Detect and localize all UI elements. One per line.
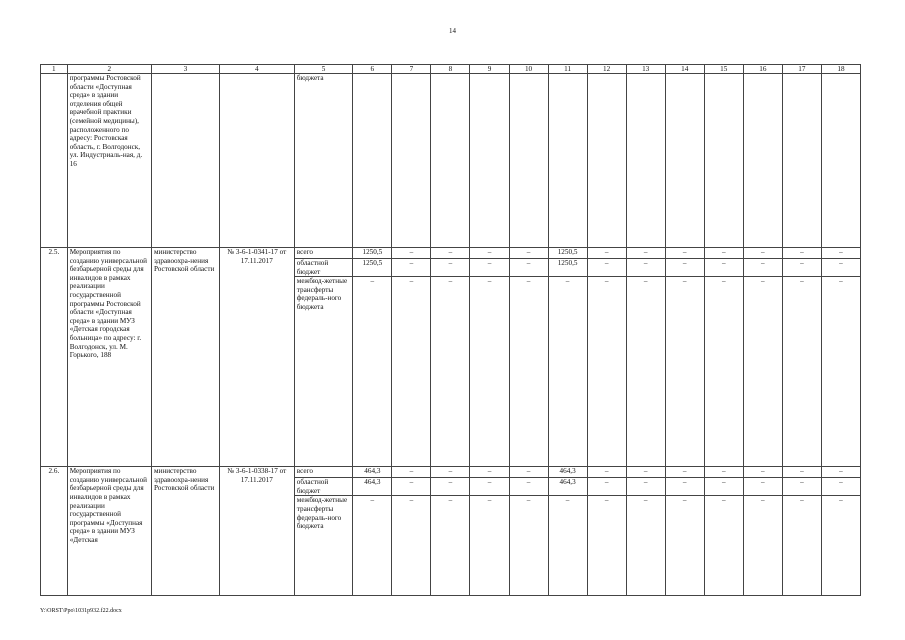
cell-col-14: – bbox=[665, 248, 704, 259]
cell-col-15: – bbox=[704, 259, 743, 277]
cell-num: 2.5. bbox=[41, 248, 68, 467]
cell-col-8: – bbox=[431, 277, 470, 467]
cell-col-12: – bbox=[587, 259, 626, 277]
cell-col-14: – bbox=[665, 259, 704, 277]
cell-source: межбюд-жетные трансферты федераль-ного бюджета bbox=[294, 277, 353, 467]
cell-col-17: – bbox=[782, 478, 821, 496]
cell-num bbox=[41, 74, 68, 248]
cell-col-17: – bbox=[782, 277, 821, 467]
cell-col-16: – bbox=[743, 277, 782, 467]
column-header-14: 14 bbox=[665, 65, 704, 74]
cell-org: министерство здравоохра-нения Ростовской области bbox=[151, 248, 219, 467]
cell-col-10: – bbox=[509, 496, 548, 596]
cell-col-9: – bbox=[470, 277, 509, 467]
cell-col-12: – bbox=[587, 467, 626, 478]
cell-col-10: – bbox=[509, 467, 548, 478]
cell-col-9: – bbox=[470, 496, 509, 596]
footer-file-path: Y:\ORST\Ppo\1031p932.f22.docx bbox=[40, 608, 122, 614]
cell-source: областной бюджет bbox=[294, 478, 353, 496]
cell-col-10: – bbox=[509, 277, 548, 467]
column-header-8: 8 bbox=[431, 65, 470, 74]
cell-col-11: 1250,5 bbox=[548, 248, 587, 259]
cell-col-7: – bbox=[392, 259, 431, 277]
cell-name: Мероприятия по созданию универсальной безбарьерной среды для инвалидов в рамках реализации государственной программы «Доступная среда» в здании МУЗ «Детская bbox=[67, 467, 151, 596]
cell-col-12: – bbox=[587, 496, 626, 596]
column-header-2: 2 bbox=[67, 65, 151, 74]
cell-col-11: 464,3 bbox=[548, 478, 587, 496]
column-header-3: 3 bbox=[151, 65, 219, 74]
cell-col-14: – bbox=[665, 467, 704, 478]
cell-col-13: – bbox=[626, 259, 665, 277]
column-header-4: 4 bbox=[219, 65, 294, 74]
cell-col-7: – bbox=[392, 467, 431, 478]
cell-source: бюджета bbox=[294, 74, 353, 248]
cell-col-14: – bbox=[665, 478, 704, 496]
cell-col-13: – bbox=[626, 248, 665, 259]
cell-col-14: – bbox=[665, 496, 704, 596]
column-header-13: 13 bbox=[626, 65, 665, 74]
cell-col-8: – bbox=[431, 259, 470, 277]
table-row-continuation bbox=[41, 74, 861, 248]
cell-col-12: – bbox=[587, 277, 626, 467]
cell-col-18: – bbox=[821, 259, 860, 277]
cell-col-9: – bbox=[470, 478, 509, 496]
cell-col-17: – bbox=[782, 496, 821, 596]
cell-col-8: – bbox=[431, 496, 470, 596]
column-header-18: 18 bbox=[821, 65, 860, 74]
cell-col-15: – bbox=[704, 496, 743, 596]
cell-col-7: – bbox=[392, 496, 431, 596]
cell-col-6: 464,3 bbox=[353, 467, 392, 478]
column-number-row bbox=[41, 65, 861, 74]
cell-org: министерство здравоохра-нения Ростовской области bbox=[151, 467, 219, 596]
cell-col-11: – bbox=[548, 496, 587, 596]
cell-col-13: – bbox=[626, 478, 665, 496]
cell-org bbox=[151, 74, 219, 248]
cell-doc: № 3-6-1-0338-17 от 17.11.2017 bbox=[219, 467, 294, 596]
column-header-15: 15 bbox=[704, 65, 743, 74]
cell-col-11: – bbox=[548, 277, 587, 467]
cell-col-6: – bbox=[353, 277, 392, 467]
cell-name: Мероприятия по созданию универсальной безбарьерной среды для инвалидов в рамках реализации государственной программы Ростовской области «Доступная среда» в здании МУЗ «Детская городская больница» по адресу: г. Волгодонск, ул. М. Горького, 188 bbox=[67, 248, 151, 467]
cell-num: 2.6. bbox=[41, 467, 68, 596]
page-number: 14 bbox=[449, 27, 456, 35]
cell-col-17: – bbox=[782, 259, 821, 277]
cell-col-8: – bbox=[431, 478, 470, 496]
column-header-6: 6 bbox=[353, 65, 392, 74]
cell-col-7: – bbox=[392, 277, 431, 467]
cell-col-11: 464,3 bbox=[548, 467, 587, 478]
cell-col-16: – bbox=[743, 467, 782, 478]
cell-col-9: – bbox=[470, 467, 509, 478]
cell-col-13: – bbox=[626, 277, 665, 467]
cell-source: межбюд-жетные трансферты федераль-ного бюджета bbox=[294, 496, 353, 596]
cell-col-16: – bbox=[743, 248, 782, 259]
cell-col-6: – bbox=[353, 496, 392, 596]
cell-col-12: – bbox=[587, 248, 626, 259]
cell-col-16: – bbox=[743, 259, 782, 277]
column-header-7: 7 bbox=[392, 65, 431, 74]
cell-col-18: – bbox=[821, 478, 860, 496]
column-header-17: 17 bbox=[782, 65, 821, 74]
cell-col-7: – bbox=[392, 478, 431, 496]
cell-col-6: 464,3 bbox=[353, 478, 392, 496]
cell-col-12: – bbox=[587, 478, 626, 496]
cell-col-11: 1250,5 bbox=[548, 259, 587, 277]
cell-col-14: – bbox=[665, 277, 704, 467]
cell-col-15: – bbox=[704, 478, 743, 496]
cell-col-9: – bbox=[470, 259, 509, 277]
cell-col-17: – bbox=[782, 248, 821, 259]
column-header-5: 5 bbox=[294, 65, 353, 74]
cell-col-10: – bbox=[509, 478, 548, 496]
cell-col-8: – bbox=[431, 467, 470, 478]
column-header-9: 9 bbox=[470, 65, 509, 74]
cell-col-15: – bbox=[704, 248, 743, 259]
cell-col-16: – bbox=[743, 496, 782, 596]
cell-col-6: 1250,5 bbox=[353, 248, 392, 259]
cell-col-15: – bbox=[704, 467, 743, 478]
cell-col-15: – bbox=[704, 277, 743, 467]
cell-col-18: – bbox=[821, 467, 860, 478]
cell-col-10: – bbox=[509, 259, 548, 277]
cell-col-10: – bbox=[509, 248, 548, 259]
column-header-11: 11 bbox=[548, 65, 587, 74]
cell-doc: № 3-6-1-0341-17 от 17.11.2017 bbox=[219, 248, 294, 467]
cell-col-8: – bbox=[431, 248, 470, 259]
table-row bbox=[41, 467, 861, 478]
cell-name: программы Ростовской области «Доступная среда» в здании отделения общей врачебной практики (семейной медицины), расположенного по адресу: Ростовская область, г. Волгодонск, ул. Индустриаль-ная, д. 16 bbox=[67, 74, 151, 248]
cell-source: областной бюджет bbox=[294, 259, 353, 277]
cell-source: всего bbox=[294, 467, 353, 478]
cell-col-13: – bbox=[626, 467, 665, 478]
cell-col-7: – bbox=[392, 248, 431, 259]
cell-col-17: – bbox=[782, 467, 821, 478]
cell-col-18: – bbox=[821, 277, 860, 467]
column-header-10: 10 bbox=[509, 65, 548, 74]
cell-col-13: – bbox=[626, 496, 665, 596]
cell-doc bbox=[219, 74, 294, 248]
column-header-16: 16 bbox=[743, 65, 782, 74]
table-row bbox=[41, 248, 861, 259]
cell-source: всего bbox=[294, 248, 353, 259]
column-header-1: 1 bbox=[41, 65, 68, 74]
column-header-12: 12 bbox=[587, 65, 626, 74]
budget-table bbox=[40, 64, 861, 596]
cell-col-18: – bbox=[821, 248, 860, 259]
cell-col-18: – bbox=[821, 496, 860, 596]
cell-col-9: – bbox=[470, 248, 509, 259]
cell-col-16: – bbox=[743, 478, 782, 496]
cell-col-6: 1250,5 bbox=[353, 259, 392, 277]
